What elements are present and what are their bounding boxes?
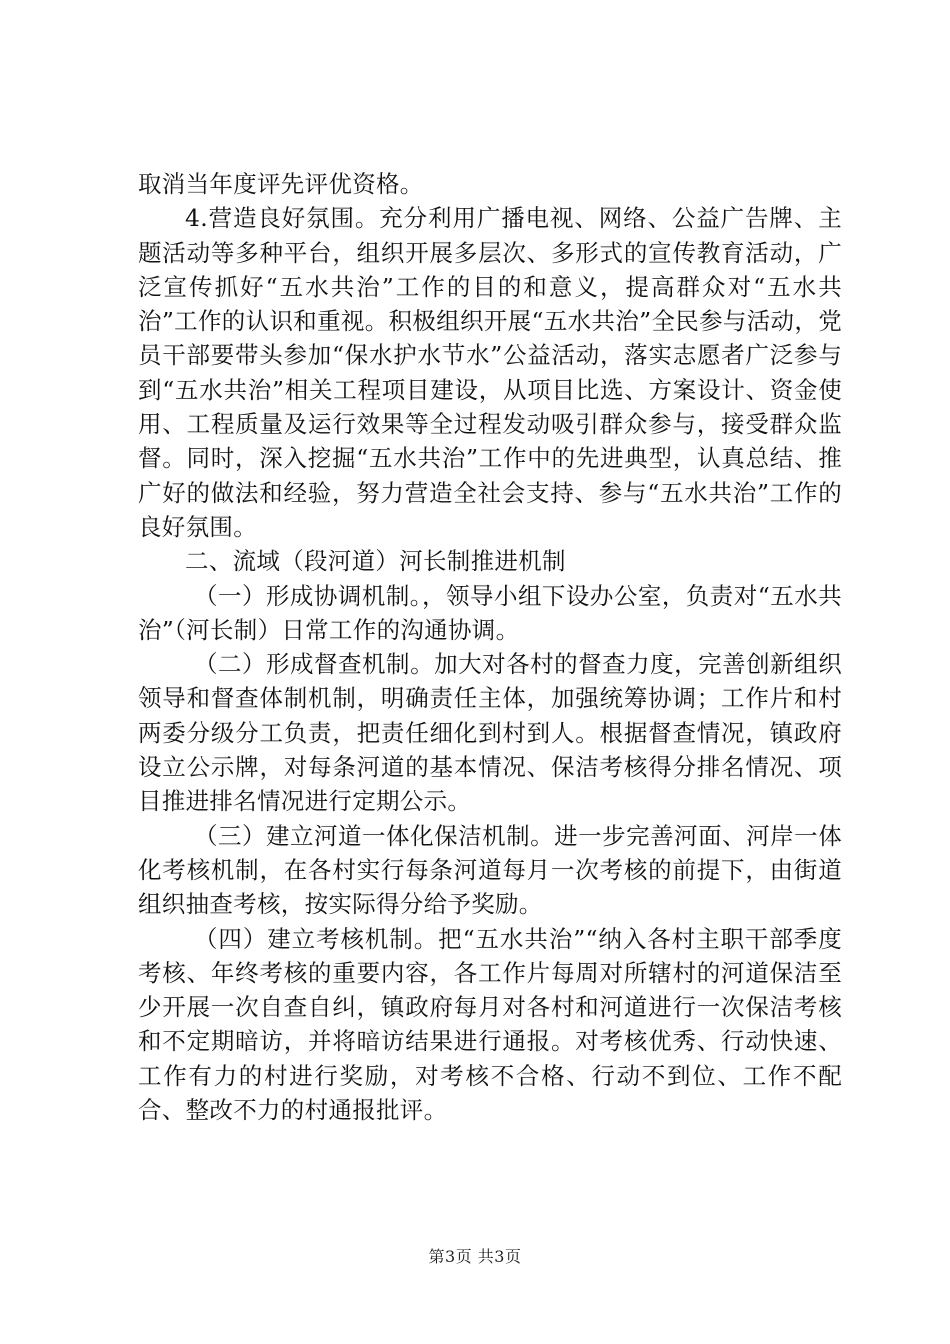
paragraph-supervision: （二）形成督查机制。加大对各村的督查力度，完善创新组织领导和督查体制机制，明确责任主体，加强统筹协调；工作片和村两委分级分工负责，把责任细化到村到人。根据督查情况，镇政府设立公示牌，对每条河道的基本情况、保洁考核得分排名情况、项目推进排名情况进行定期公示。 xyxy=(138,650,842,816)
section-heading-mechanism: 二、流域（段河道）河长制推进机制 xyxy=(185,547,566,576)
document-body xyxy=(138,167,842,1127)
paragraph-coordination: （一）形成协调机制。，领导小组下设办公室，负责对“五水共治”（河长制）日常工作的沟通协调。 xyxy=(138,581,842,644)
paragraph-assessment: （四）建立考核机制。把“五水共治”“纳入各村主职干部季度考核、年终考核的重要内容，各工作片每周对所辖村的河道保洁至少开展一次自查自纠，镇政府每月对各村和河道进行一次保洁考核和不定期暗访，并将暗访结果进行通报。对考核优秀、行动快速、工作有力的村进行奖励，对考核不合格、行动不到位、工作不配合、整改不力的村通报批评。 xyxy=(138,924,842,1125)
paragraph-atmosphere: 4.营造良好氛围。充分利用广播电视、网络、公益广告牌、主题活动等多种平台，组织开展多层次、多形式的宣传教育活动，广泛宣传抓好“五水共治”工作的目的和意义，提高群众对“五水共治”工作的认识和重视。积极组织开展“五水共治”全民参与活动，党员干部要带头参加“保水护水节水”公益活动，落实志愿者广泛参与到“五水共治”相关工程项目建设，从项目比选、方案设计、资金使用、工程质量及运行效果等全过程发动吸引群众参与，接受群众监督。同时，深入挖掘“五水共治”工作中的先进典型，认真总结、推广好的做法和经验，努力营造全社会支持、参与“五水共治”工作的良好氛围。 xyxy=(138,204,842,541)
paragraph-cleaning: （三）建立河道一体化保洁机制。进一步完善河面、河岸一体化考核机制，在各村实行每条河道每月一次考核的前提下，由街道组织抽查考核，按实际得分给予奖励。 xyxy=(138,821,842,919)
paragraph-continuation: 取消当年度评先评优资格。 xyxy=(138,170,424,198)
page-number-footer: 第3页 共3页 xyxy=(428,1247,522,1266)
